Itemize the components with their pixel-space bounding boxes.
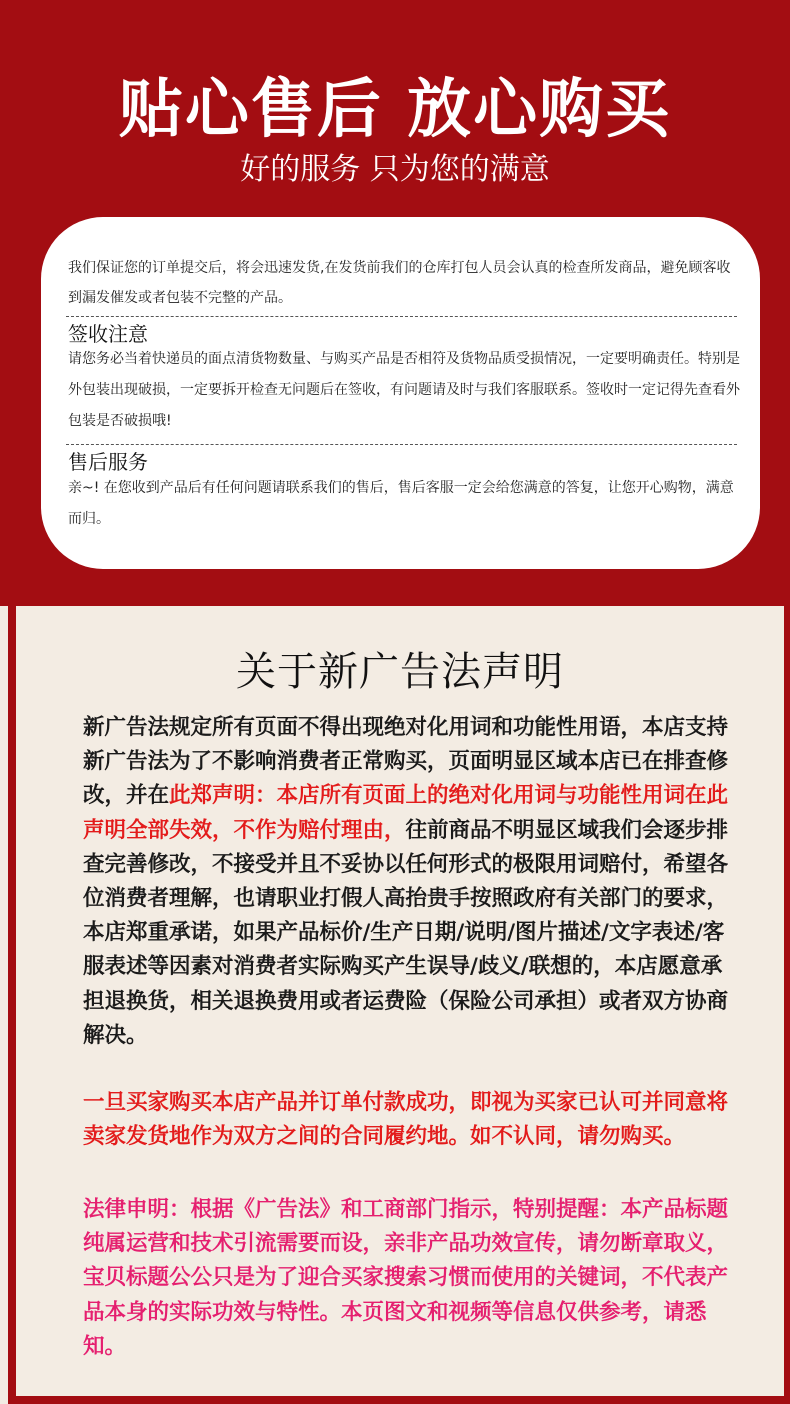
statement-highlight: 此郑声明：本店所有页面上的绝对化用词与功能性用词在此声明全部失效，不作为赔付理由，: [83, 783, 729, 843]
banner-title: 贴心售后 放心购买: [118, 73, 672, 147]
after-sales-banner: [0, 0, 790, 606]
purchase-agreement-notice: 一旦买家购买本店产品并订单付款成功，即视为买家已认可并同意将卖家发货地作为双方之间的合同履约地。如不认同，请勿购买。: [83, 1090, 729, 1150]
after-sales-body: 亲~! 在您收到产品后有任何问题请联系我们的售后，售后客服一定会给您满意的答复，让您开心购物，满意而归。: [68, 480, 734, 527]
legal-declaration: 法律申明：根据《广告法》和工商部门指示，特别提醒：本产品标题纯属运营和技术引流需要而设，亲非产品功效宣传，请勿断章取义，宝贝标题公公只是为了迎合买家搜索习惯而使用的关键词，不代表产品本身的实际功效与特性。本页图文和视频等信息仅供参考，请悉知。: [83, 1197, 729, 1359]
after-sales-title: 售后服务: [68, 450, 148, 474]
service-info-card: [41, 217, 760, 569]
statement-text: 新广告法规定所有页面不得出现绝对化用词和功能性用语，本店支持新广告法为了不影响消费者正常购买，页面明显区域本店已在排查修改，并在: [83, 715, 729, 809]
statement-text-continued: 往前商品不明显区域我们会逐步排查完善修改，不接受并且不妥协以任何形式的极限用词赔付，希望各位消费者理解，也请职业打假人高抬贵手按照政府有关部门的要求，本店郑重承诺，如果产品标价/生产日期/说明/图片描述/文字表述/客服表述等因素对消费者实际购买产生误导/歧义/联想的，本店愿意承担退换货，相关退换费用或者运费险（保险公司承担）或者双方协商解决。: [83, 817, 729, 1048]
advertising-law-statement: [8, 606, 790, 1404]
statement-paragraph: [83, 711, 733, 1053]
statement-title: 关于新广告法声明: [236, 649, 564, 695]
shipping-guarantee-text: 我们保证您的订单提交后，将会迅速发货,在发货前我们的仓库打包人员会认真的检查所发商品，避免顾客收到漏发催发或者包装不完整的产品。: [68, 260, 731, 306]
receipt-notice-title: 签收注意: [68, 322, 148, 346]
receipt-notice-body: 请您务必当着快递员的面点清货物数量、与购买产品是否相符及货物品质受损情况，一定要明确责任。特别是外包装出现破损，一定要拆开检查无问题后在签收，有问题请及时与我们客服联系。签收时一定记得先查看外包装是否破损哦!: [68, 351, 740, 429]
banner-subtitle: 好的服务 只为您的满意: [240, 152, 550, 187]
dashed-divider: [66, 316, 737, 317]
dashed-divider: [66, 444, 737, 445]
